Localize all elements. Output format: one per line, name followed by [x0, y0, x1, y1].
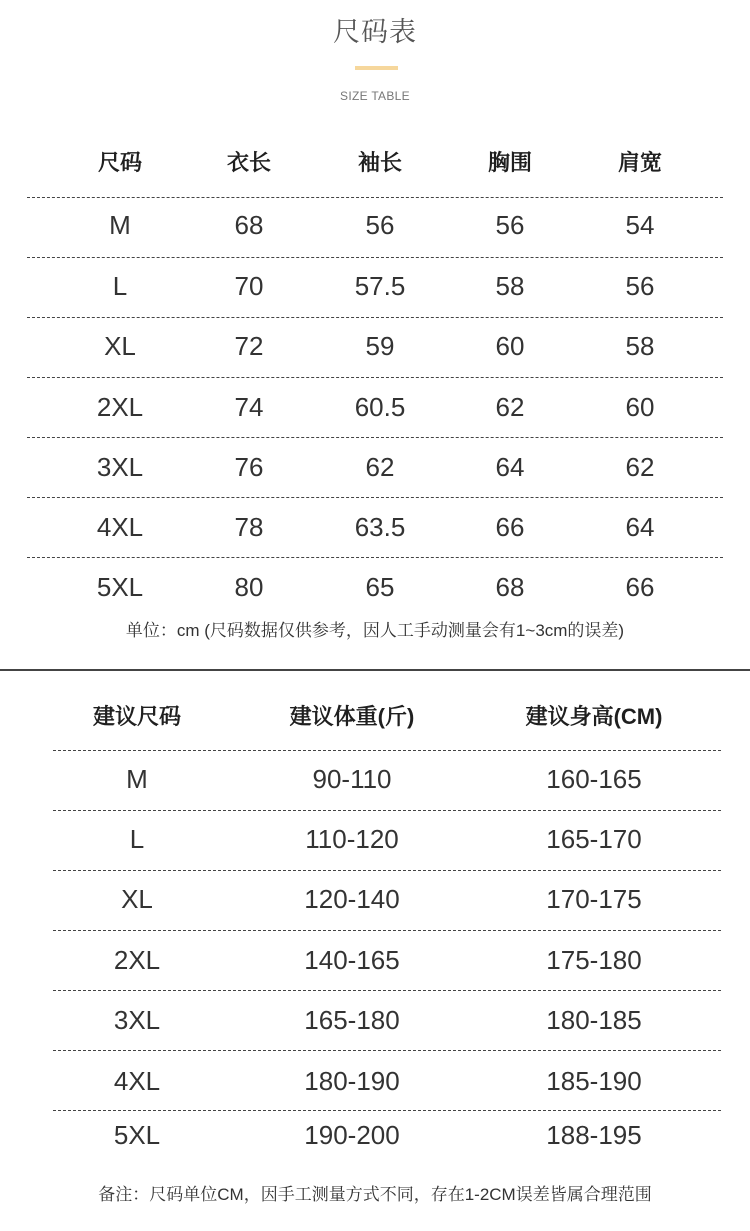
table-cell: 120-140	[304, 884, 400, 914]
table-cell: 3XL	[96, 452, 144, 482]
table-cell: 64	[495, 452, 525, 482]
table-cell: 2XL	[113, 945, 161, 975]
column-header: 建议身高(CM)	[525, 704, 663, 729]
page-title: 尺码表	[333, 17, 417, 47]
table-cell: 190-200	[304, 1120, 400, 1150]
table-cell: 56	[495, 210, 525, 240]
table-cell: 60	[495, 331, 525, 361]
table-cell: 59	[365, 331, 395, 361]
table-cell: 188-195	[546, 1120, 642, 1150]
row-separator	[27, 437, 723, 438]
table-cell: 2XL	[96, 392, 144, 422]
table-cell: 4XL	[96, 512, 144, 542]
column-header: 衣长	[226, 150, 272, 175]
row-separator	[27, 557, 723, 558]
table-cell: 65	[365, 572, 395, 602]
row-separator	[27, 257, 723, 258]
row-separator	[27, 317, 723, 318]
table-cell: 70	[234, 271, 264, 301]
table-cell: 68	[495, 572, 525, 602]
table-cell: 63.5	[354, 512, 406, 542]
table-cell: 58	[625, 331, 655, 361]
row-separator	[53, 750, 721, 751]
table-cell: 60	[625, 392, 655, 422]
table-cell: 54	[625, 210, 655, 240]
row-separator	[27, 497, 723, 498]
recommend-table-note: 备注：尺码单位CM，因手工测量方式不同，存在1-2CM误差皆属合理范围	[98, 1185, 652, 1204]
size-table-note: 单位：cm (尺码数据仅供参考，因人工手动测量会有1~3cm的误差)	[125, 621, 625, 640]
table-cell: 57.5	[354, 271, 406, 301]
row-separator	[53, 810, 721, 811]
table-cell: 74	[234, 392, 264, 422]
row-separator	[53, 870, 721, 871]
row-separator	[53, 990, 721, 991]
table-cell: 90-110	[312, 764, 392, 794]
table-cell: 165-180	[304, 1005, 400, 1035]
table-cell: XL	[121, 884, 153, 914]
table-cell: 76	[234, 452, 264, 482]
table-cell: 175-180	[546, 945, 642, 975]
table-cell: 64	[625, 512, 655, 542]
table-cell: M	[109, 210, 131, 240]
table-cell: 66	[625, 572, 655, 602]
table-cell: 80	[234, 572, 264, 602]
table-cell: 170-175	[546, 884, 642, 914]
row-separator	[53, 930, 721, 931]
table-cell: 140-165	[304, 945, 400, 975]
row-separator	[27, 377, 723, 378]
table-cell: 72	[234, 331, 264, 361]
column-header: 袖长	[357, 150, 403, 175]
section-divider	[0, 669, 750, 671]
table-cell: 3XL	[113, 1005, 161, 1035]
table-cell: 110-120	[305, 824, 399, 854]
table-cell: 5XL	[96, 572, 144, 602]
column-header: 肩宽	[617, 150, 663, 175]
table-cell: 5XL	[113, 1120, 161, 1150]
table-cell: 165-170	[546, 824, 642, 854]
table-cell: XL	[104, 331, 136, 361]
column-header: 胸围	[487, 150, 533, 175]
page-subtitle: SIZE TABLE	[340, 89, 410, 103]
table-cell: 56	[365, 210, 395, 240]
table-cell: 58	[495, 271, 525, 301]
row-separator	[27, 197, 723, 198]
table-cell: 78	[234, 512, 264, 542]
table-cell: 66	[495, 512, 525, 542]
table-cell: 160-165	[546, 764, 642, 794]
table-cell: 62	[365, 452, 395, 482]
table-cell: L	[129, 824, 145, 854]
column-header: 建议尺码	[92, 704, 182, 729]
row-separator	[53, 1110, 721, 1111]
table-cell: L	[112, 271, 128, 301]
column-header: 尺码	[97, 150, 143, 175]
title-accent-bar	[355, 66, 398, 70]
table-cell: M	[126, 764, 148, 794]
table-cell: 62	[625, 452, 655, 482]
table-cell: 4XL	[113, 1066, 161, 1096]
column-header: 建议体重(斤)	[289, 704, 415, 729]
table-cell: 68	[234, 210, 264, 240]
table-cell: 60.5	[354, 392, 406, 422]
table-cell: 180-190	[304, 1066, 400, 1096]
row-separator	[53, 1050, 721, 1051]
table-cell: 180-185	[546, 1005, 642, 1035]
table-cell: 185-190	[546, 1066, 642, 1096]
table-cell: 62	[495, 392, 525, 422]
table-cell: 56	[625, 271, 655, 301]
